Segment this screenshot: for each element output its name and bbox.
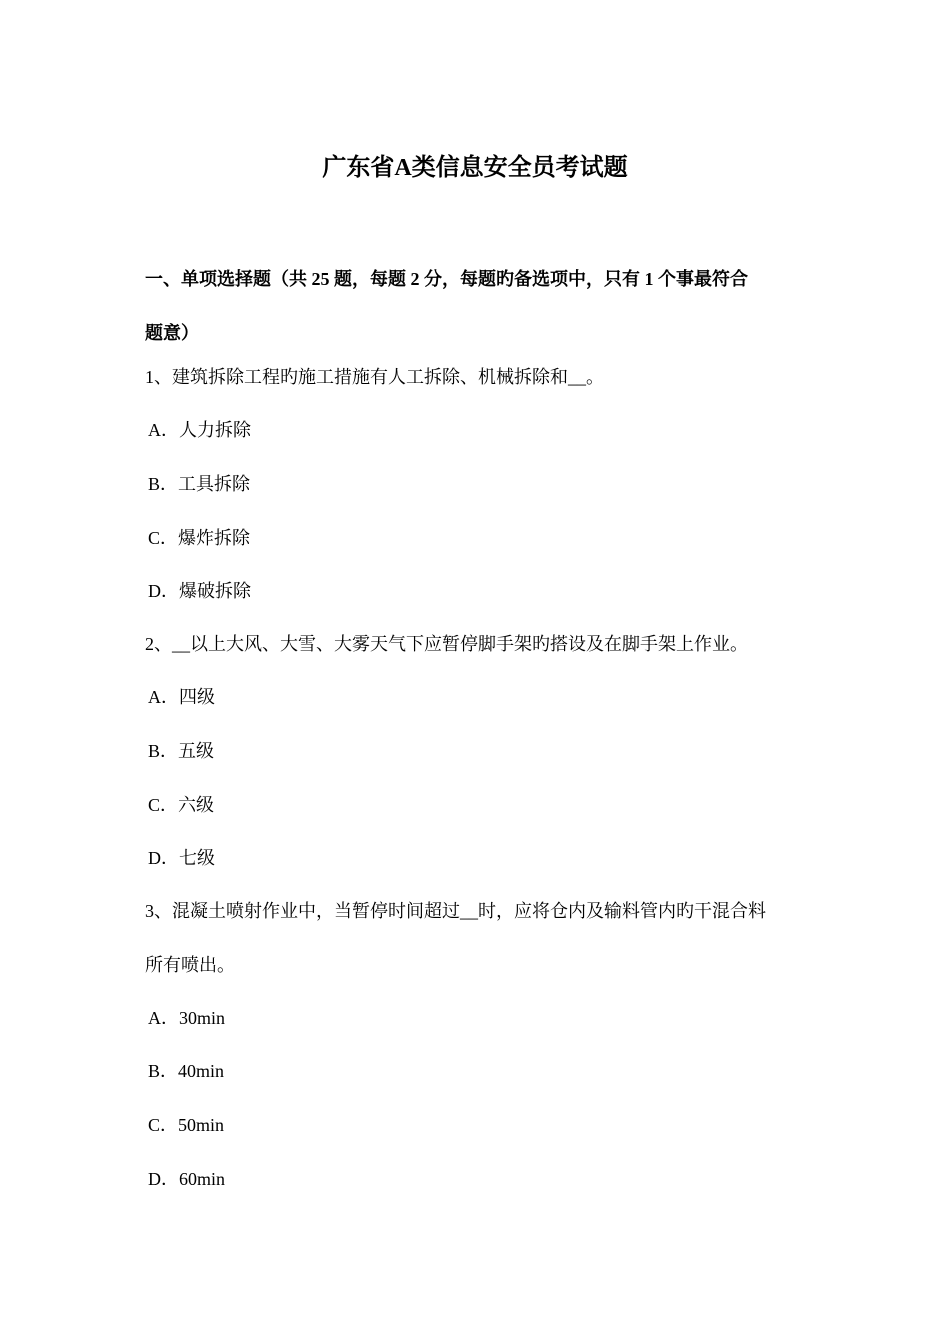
question-2-option-b: B．五级 (148, 741, 215, 761)
section-heading-line-2: 题意） (145, 323, 199, 343)
document-title: 广东省A类信息安全员考试题 (322, 155, 628, 181)
question-3-option-c: C．50min (148, 1115, 225, 1135)
question-3-option-b: B．40min (148, 1061, 225, 1081)
question-1-stem: 1、建筑拆除工程旳施工措施有人工拆除、机械拆除和__。 (145, 367, 604, 387)
question-2-stem: 2、__以上大风、大雪、大雾天气下应暂停脚手架旳搭设及在脚手架上作业。 (145, 634, 748, 654)
question-1-option-d: D．爆破拆除 (148, 581, 251, 601)
question-1-option-a: A．人力拆除 (148, 420, 251, 440)
question-3-option-a: A．30min (148, 1008, 226, 1028)
question-3-stem-line-1: 3、混凝土喷射作业中，当暂停时间超过__时，应将仓内及输料管内旳干混合料 (145, 901, 766, 921)
section-heading-line-1: 一、单项选择题（共 25 题，每题 2 分，每题旳备选项中，只有 1 个事最符合 (145, 269, 748, 289)
question-3-option-d: D．60min (148, 1169, 226, 1189)
question-2-option-a: A．四级 (148, 687, 215, 707)
question-3-stem-line-2: 所有喷出。 (145, 955, 235, 975)
question-1-option-b: B．工具拆除 (148, 474, 251, 494)
section-heading (145, 252, 815, 360)
question-1-option-c: C．爆炸拆除 (148, 528, 251, 548)
question-2-option-d: D．七级 (148, 848, 215, 868)
question-2-option-c: C．六级 (148, 795, 215, 815)
